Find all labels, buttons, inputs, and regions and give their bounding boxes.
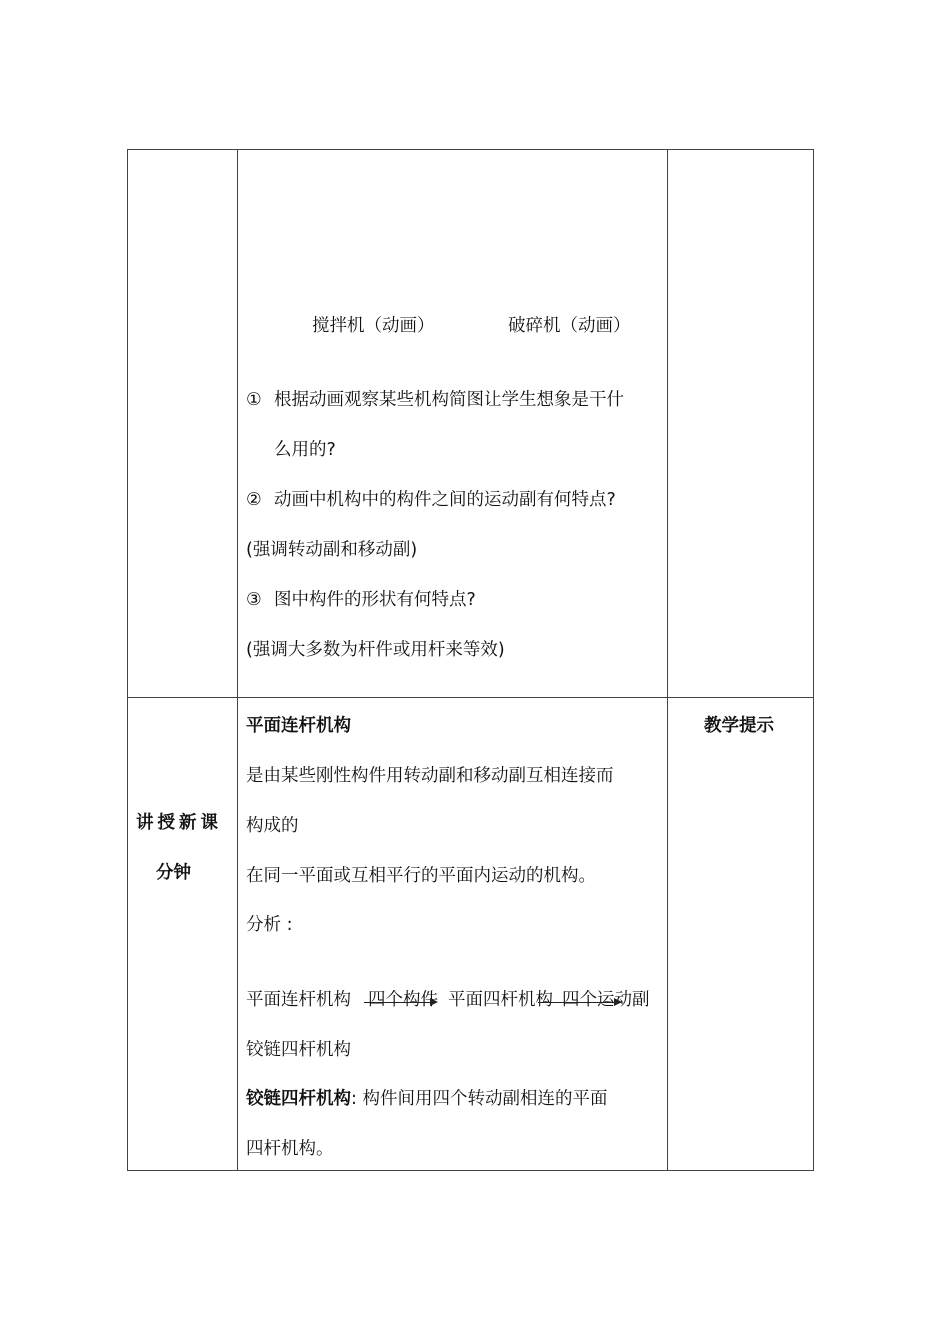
question-1-number: ① [246, 390, 262, 410]
column-divider-1 [237, 150, 238, 1170]
question-1-continued: 么用的? [274, 440, 336, 460]
flow-arrow-2 [538, 1002, 620, 1003]
section-label: 讲授新课 [136, 813, 222, 833]
duration-label: 分钟 [156, 863, 191, 883]
section-heading: 平面连杆机构 [246, 716, 351, 736]
flow-four-bar: 平面四杆机构 [448, 990, 553, 1010]
flow-planar-linkage: 平面连杆机构 [246, 990, 351, 1010]
caption-mixer: 搅拌机（动画） [312, 316, 435, 336]
definition-line-2: 构成的 [246, 816, 299, 836]
term-definition-text: : 构件间用四个转动副相连的平面 [351, 1089, 608, 1109]
definition-line-3: 在同一平面或互相平行的平面内运动的机构。 [246, 866, 596, 886]
teaching-hint-label: 教学提示 [704, 716, 774, 736]
column-divider-2 [667, 150, 668, 1170]
flow-hinged-four-bar: 铰链四杆机构 [246, 1040, 351, 1060]
term-definition [246, 1087, 607, 1111]
question-1 [246, 388, 624, 412]
term-definition-continued: 四杆机构。 [246, 1139, 334, 1159]
term: 铰链四杆机构 [246, 1089, 351, 1109]
definition-line-1: 是由某些刚性构件用转动副和移动副互相连接而 [246, 766, 614, 786]
flow-arrow-1 [364, 1002, 436, 1003]
caption-crusher: 破碎机（动画） [508, 316, 631, 336]
question-2-note: (强调转动副和移动副) [246, 540, 418, 560]
question-3-note: (强调大多数为杆件或用杆来等效) [246, 640, 505, 660]
flow-four-pairs: 四个运动副 [562, 990, 650, 1010]
question-2-number: ② [246, 490, 262, 510]
flow-four-links: 四个构件 [368, 990, 438, 1010]
question-2 [246, 488, 616, 512]
question-1-text: 根据动画观察某些机构简图让学生想象是干什 [274, 390, 624, 410]
question-3-number: ③ [246, 590, 262, 610]
lesson-table [127, 149, 814, 1171]
question-3-text: 图中构件的形状有何特点? [274, 590, 476, 610]
analysis-label: 分析 : [246, 915, 293, 935]
row-divider [128, 697, 813, 698]
question-3 [246, 588, 476, 612]
question-2-text: 动画中机构中的构件之间的运动副有何特点? [274, 490, 616, 510]
